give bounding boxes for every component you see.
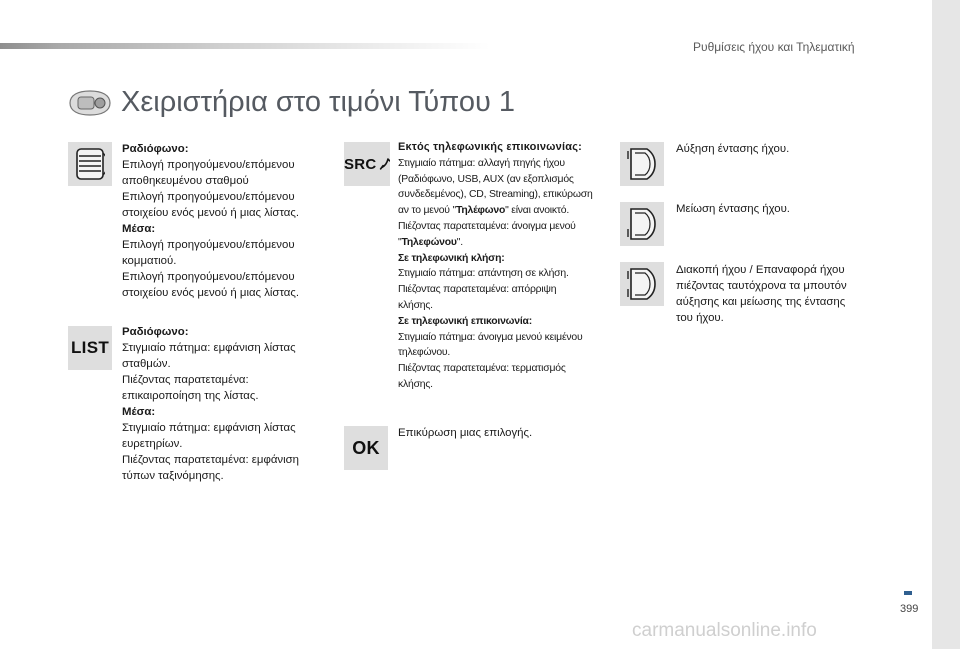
text-line: Στιγμιαίο πάτημα: εμφάνιση λίστας <box>122 422 296 434</box>
text-line: σταθμών. <box>122 358 171 370</box>
mute-button[interactable] <box>620 262 664 306</box>
page-marker <box>904 591 912 595</box>
section-heading-in-call: Σε τηλεφωνική κλήση: <box>398 252 505 264</box>
text-fragment: " <box>398 236 402 248</box>
text-line: τηλεφώνου. <box>398 347 451 359</box>
text-line: Στιγμιαίο πάτημα: άνοιγμα μενού κειμένου <box>398 331 583 343</box>
ok-description <box>398 425 532 441</box>
src-phone-description <box>398 140 593 393</box>
text-line: Αύξηση έντασης ήχου. <box>676 143 790 155</box>
text-line: κλήσης. <box>398 299 433 311</box>
text-line: Επιλογή προηγούμενου/επόμενου <box>122 239 295 251</box>
list-description <box>122 324 299 484</box>
section-heading-media: Μέσα: <box>122 223 156 235</box>
text-fragment: ". <box>456 236 463 248</box>
volume-up-control-icon <box>625 145 659 183</box>
text-fragment-bold: Τηλεφώνου <box>401 236 457 248</box>
list-label: LIST <box>70 338 110 357</box>
chapter-title: Ρυθμίσεις ήχου και Τηλεματική <box>693 40 855 54</box>
section-heading-radio: Ραδιόφωνο: <box>122 326 189 338</box>
text-line: Πιέζοντας παρατεταμένα: εμφάνιση <box>122 454 300 466</box>
volume-down-button[interactable] <box>620 202 664 246</box>
scroll-wheel-description <box>122 141 299 301</box>
text-fragment: " είναι ανοικτό. <box>505 205 570 217</box>
text-line: πιέζοντας ταυτόχρονα τα μπουτόν <box>676 280 847 292</box>
text-line: (Ραδιόφωνο, USB, AUX (αν εξοπλισμός <box>398 173 574 185</box>
list-button[interactable] <box>68 326 112 370</box>
text-line: του ήχου. <box>676 312 724 324</box>
text-line: κομματιού. <box>122 255 177 267</box>
text-line: αύξησης και μείωσης της έντασης <box>676 296 846 308</box>
volume-up-description <box>676 141 789 157</box>
page-title: Χειριστήρια στο τιμόνι Τύπου 1 <box>121 86 516 118</box>
volume-down-description <box>676 201 790 217</box>
side-margin-strip <box>932 0 960 649</box>
volume-up-button[interactable] <box>620 142 664 186</box>
text-line: επικαιροποίηση της λίστας. <box>122 390 259 402</box>
scroll-wheel-button[interactable] <box>68 142 112 186</box>
text-line: Επιλογή προηγούμενου/επόμενου <box>122 191 295 203</box>
page-number: 399 <box>900 603 919 615</box>
text-line: συνδεδεμένος), CD, Streaming), επικύρωση <box>398 189 593 201</box>
mute-description <box>676 262 847 326</box>
text-line: Επικύρωση μιας επιλογής. <box>398 427 533 439</box>
text-line: Πιέζοντας παρατεταμένα: <box>122 374 249 386</box>
phone-icon <box>379 156 390 172</box>
src-phone-button[interactable] <box>344 142 390 186</box>
text-line: στοιχείου ενός μενού ή μιας λίστας. <box>122 287 300 299</box>
text-line: Διακοπή ήχου / Επαναφορά ήχου <box>676 264 845 276</box>
section-heading-no-call: Εκτός τηλεφωνικής επικοινωνίας: <box>398 141 582 153</box>
text-line: Πιέζοντας παρατεταμένα: άνοιγμα μενού <box>398 220 576 232</box>
text-line: Στιγμιαίο πάτημα: απάντηση σε κλήση. <box>398 268 569 280</box>
text-line: ευρετηρίων. <box>122 438 183 450</box>
text-line: Πιέζοντας παρατεταμένα: απόρριψη <box>398 284 557 296</box>
text-line: Στιγμιαίο πάτημα: αλλαγή πηγής ήχου <box>398 157 565 169</box>
text-line: Πιέζοντας παρατεταμένα: τερματισμός <box>398 363 566 375</box>
watermark: carmanualsonline.info <box>632 620 817 641</box>
text-line: κλήσης. <box>398 378 433 390</box>
text-line: Επιλογή προηγούμενου/επόμενου <box>122 159 295 171</box>
mute-control-icon <box>625 265 659 303</box>
text-line: αποθηκευμένου σταθμού <box>122 175 249 187</box>
section-heading-radio: Ραδιόφωνο: <box>122 143 189 155</box>
ok-button[interactable] <box>344 426 388 470</box>
text-line <box>398 203 593 219</box>
steering-controls-icon <box>68 89 112 117</box>
src-label: SRC <box>344 155 377 173</box>
text-fragment-bold: Τηλέφωνο <box>455 205 506 217</box>
text-line <box>398 235 593 251</box>
text-line: στοιχείου ενός μενού ή μιας λίστας. <box>122 207 300 219</box>
section-heading-in-communication: Σε τηλεφωνική επικοινωνία: <box>398 315 532 327</box>
header-gradient-bar <box>0 43 490 49</box>
thumbwheel-icon <box>75 147 105 181</box>
text-line: Επιλογή προηγούμενου/επόμενου <box>122 271 295 283</box>
text-line: Μείωση έντασης ήχου. <box>676 203 790 215</box>
volume-down-control-icon <box>625 205 659 243</box>
section-heading-media: Μέσα: <box>122 406 156 418</box>
text-fragment: αν το μενού " <box>398 205 456 217</box>
ok-label: OK <box>352 437 380 458</box>
text-line: τύπων ταξινόμησης. <box>122 470 224 482</box>
text-line: Στιγμιαίο πάτημα: εμφάνιση λίστας <box>122 342 296 354</box>
